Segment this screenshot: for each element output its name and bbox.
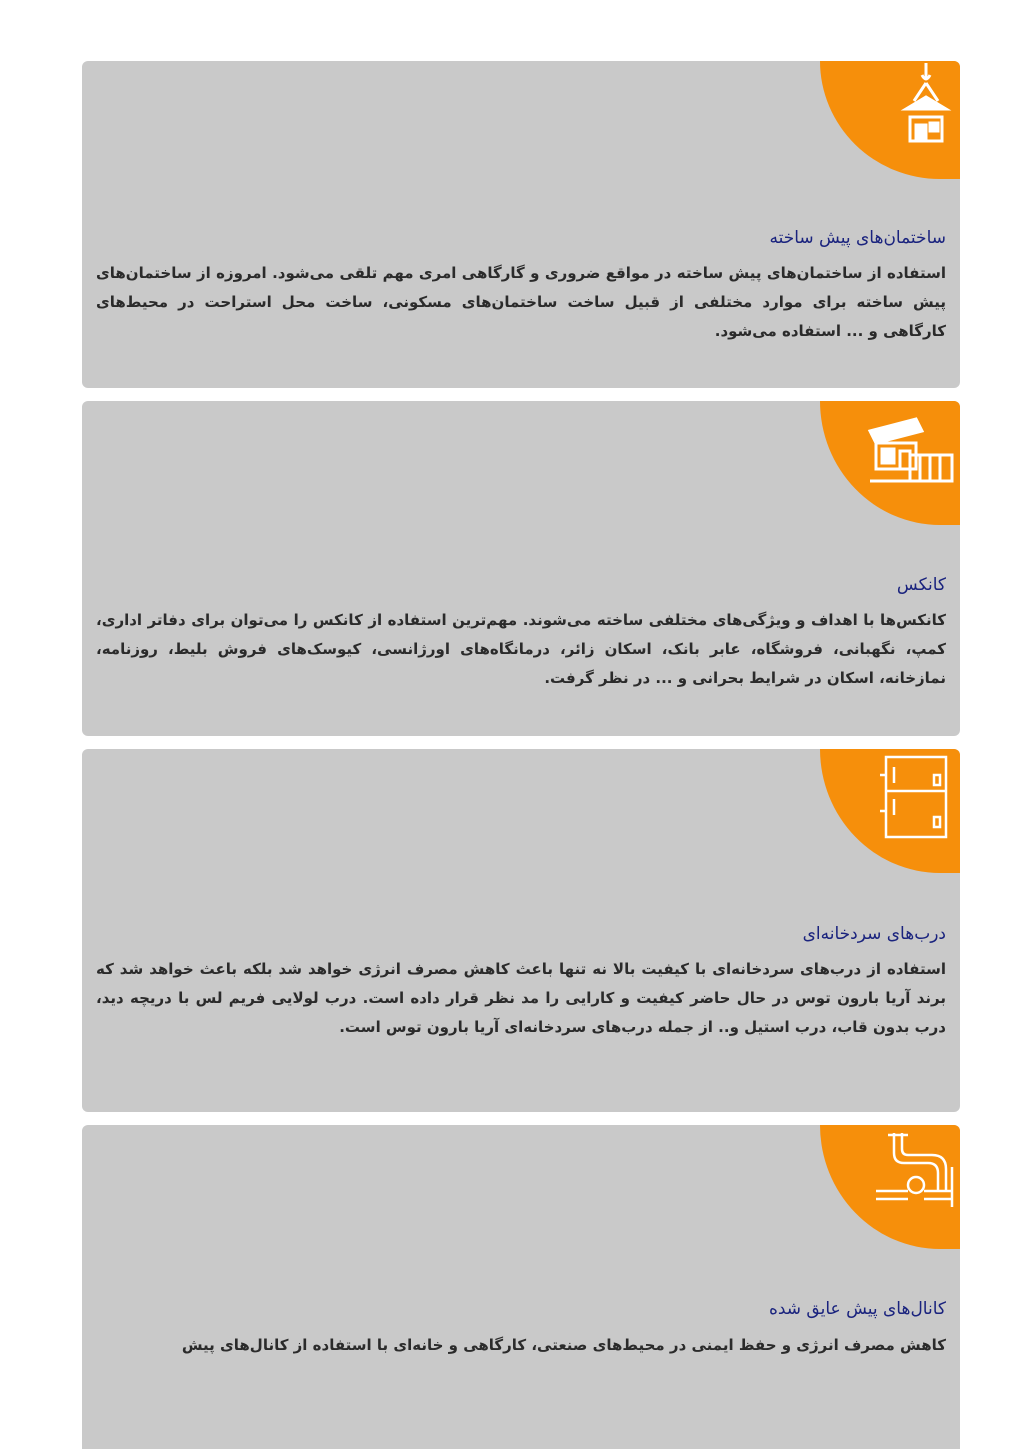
card-title: کانال‌های پیش عایق شده xyxy=(768,1299,946,1319)
card-container-cabins xyxy=(82,401,960,736)
card-title: ساختمان‌های پیش ساخته xyxy=(769,228,946,248)
card-cold-storage-doors xyxy=(82,749,960,1112)
card-corner-badge xyxy=(820,401,960,525)
card-corner-badge xyxy=(820,1125,960,1249)
insulated-pipe-icon xyxy=(872,1131,956,1215)
card-description: استفاده از ساختمان‌های پیش ساخته در مواقع ضروری و گارگاهی امری مهم تلقی می‌شود. امروزه از ساختمان‌های پیش ساخته برای موارد مختلفی از قبیل ساخت ساختمان‌های مسکونی، ساخت محل استراحت در محیط‌های کارگاهی و ... استفاده می‌شود. xyxy=(96,264,946,340)
card-corner-badge xyxy=(820,61,960,179)
card-description: استفاده از درب‌های سردخانه‌ای با کیفیت بالا نه تنها باعث کاهش مصرف انرژی خواهد شد بلکه باعث خواهد شد که برند آریا بارون توس در حال حاضر کیفیت و کارایی را مد نظر قرار داده است. درب لولایی فریم لس با دریچه دید، درب بدون قاب، درب استیل و.. از جمله درب‌های سردخانه‌ای آریا بارون توس است. xyxy=(96,960,946,1036)
card-corner-badge xyxy=(820,749,960,873)
card-title: کانکس xyxy=(896,575,946,595)
card-description: کاهش مصرف انرژی و حفظ ایمنی در محیط‌های صنعتی، کارگاهی و خانه‌ای با استفاده از کانال‌های پیش xyxy=(181,1336,946,1354)
card-title: درب‌های سردخانه‌ای xyxy=(802,924,946,944)
container-building-icon xyxy=(866,409,956,493)
prefab-building-crane-icon xyxy=(896,61,956,145)
cold-storage-door-icon xyxy=(876,755,956,839)
card-prefab-buildings xyxy=(82,61,960,388)
card-insulated-ducts xyxy=(82,1125,960,1449)
card-description: کانکس‌ها با اهداف و ویژگی‌های مختلفی ساخته می‌شوند. مهم‌ترین استفاده از کانکس را می‌توان برای دفاتر اداری، کمپ، نگهبانی، فروشگاه، عابر بانک، اسکان زائر، درمانگاه‌های اورژانسی، کیوسک‌های فروش بلیط، روزنامه، نمازخانه، اسکان در شرایط بحرانی و ... در نظر گرفت. xyxy=(96,611,946,687)
